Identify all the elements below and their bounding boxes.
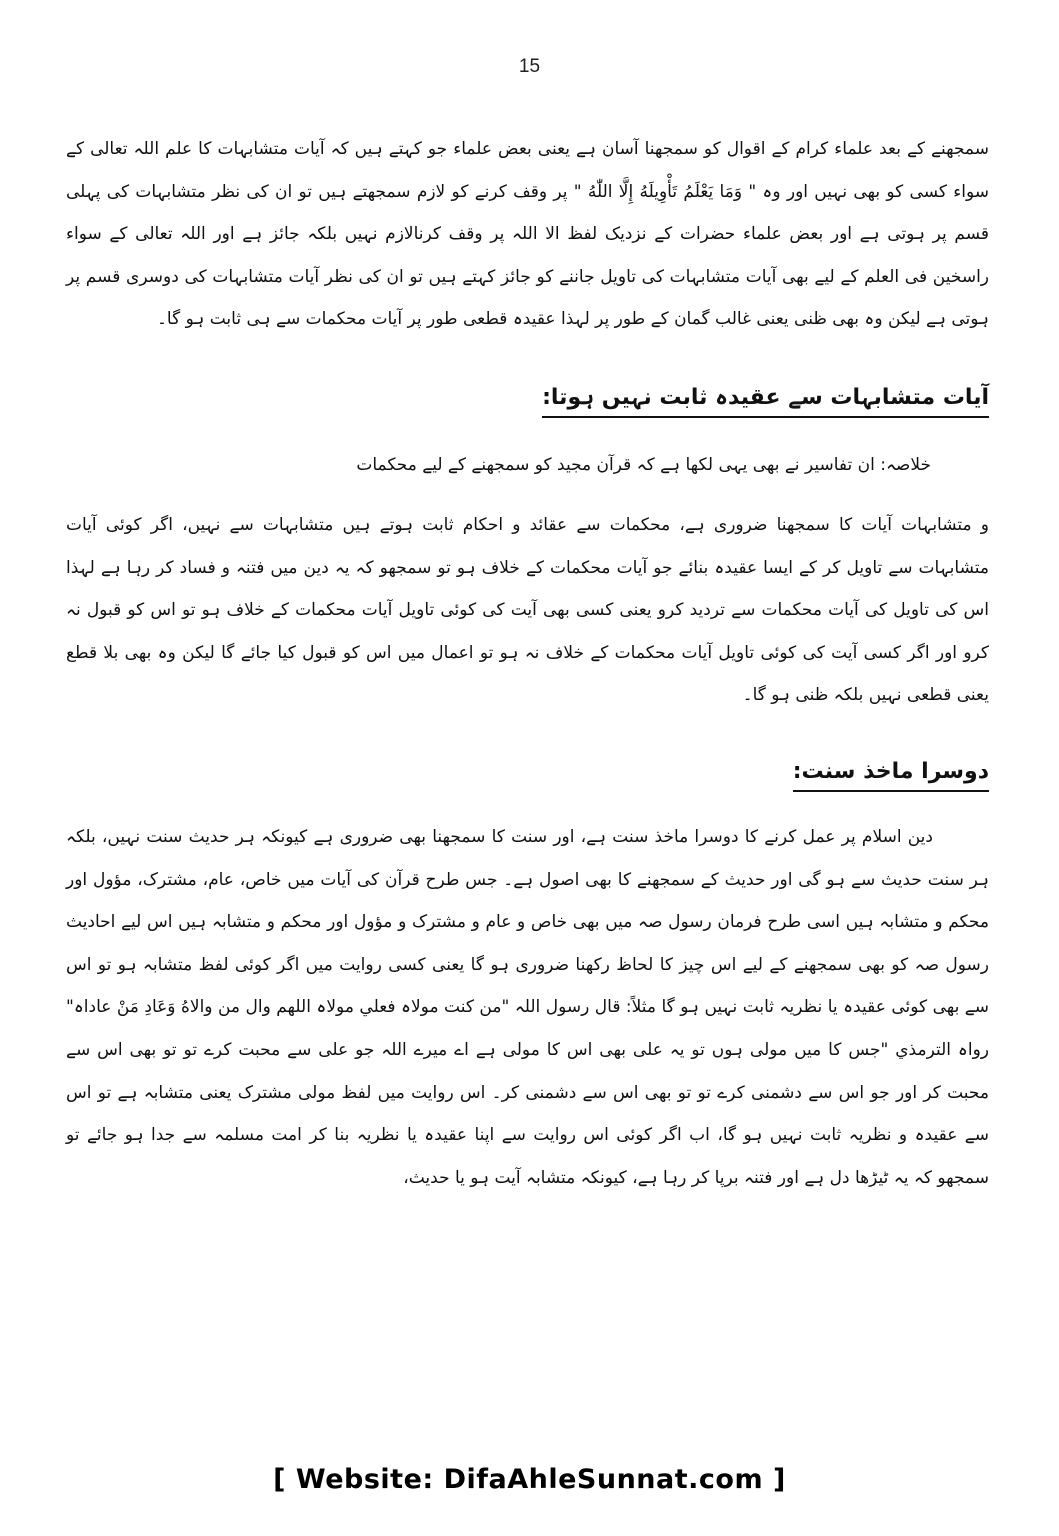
paragraph-intro: سمجھنے کے بعد علماء کرام کے اقوال کو سمجھنا آسان ہے یعنی بعض علماء جو کہتے ہیں کہ آیات متشابہات کا علم اللہ تعالی کے سواء کسی کو بھی نہیں اور وہ " وَمَا يَعْلَمُ تَأْوِيلَهُ إِلَّا اللّٰهُ " پر وقف کرنے کو لازم سمجھتے ہیں تو ان کی نظر متشابہات کی پہلی قسم پر ہوتی ہے اور بعض علماء حضرات کے نزدیک لفظ الا اللہ پر وقف کرنالازم نہیں بلکہ جائز ہے اور اللہ تعالی کے سواء راسخین فی العلم کے لیے بھی آیات متشابہات کی تاویل جاننے کو جائز کہتے ہیں تو ان کی نظر آیات متشابہات کی دوسری قسم پر ہوتی ہے لیکن وہ بھی ظنی یعنی غالب گمان کے طور پر لہذا عقیدہ قطعی طور پر آیات محکمات سے ہی ثابت ہو گا۔ <box>66 139 989 330</box>
section-heading-sunnat: دوسرا ماخذ سنت: <box>793 757 989 792</box>
page-number: 15 <box>518 56 541 77</box>
heading-wrap-sunnat <box>66 757 989 792</box>
heading-wrap-ayat <box>66 383 989 418</box>
website-footer: [ Website: DifaAhleSunnat.com ] <box>273 1464 786 1495</box>
paragraph-sunnat: دین اسلام پر عمل کرنے کا دوسرا ماخذ سنت ہے، اور سنت کا سمجھنا بھی ضروری ہے کیونکہ ہر حدیث سنت نہیں، بلکہ ہر سنت حدیث سے ہو گی اور حدیث کے سمجھنے کا بھی اصول ہے۔ جس طرح قرآن کی آیات میں خاص، عام، مشترک، مؤول اور محکم و متشابہ ہیں اسی طرح فرمان رسول صہ میں بھی خاص و عام و مشترک و مؤول اور محکم و متشابہ ہیں اس لیے احادیث رسول صہ کو بھی سمجھنے کے لیے اس چیز کا لحاظ رکھنا ضروری ہو گا یعنی کسی روایت میں اگر کوئی لفظ متشابہ ہو تو اس سے بھی کوئی عقیدہ یا نظریہ ثابت نہیں ہو گا مثلاً: قال رسول اللہ "من کنت مولاہ فعلي مولاہ اللھم وال من والاهُ وَعَادِ مَنْ عاداہ" رواہ الترمذي "جس کا میں مولی ہوں تو یہ علی بھی اس کا مولی ہے اے میرے اللہ جو علی سے محبت کرے تو تو بھی اس سے محبت کر اور جو اس سے دشمنی کرے تو تو بھی اس سے دشمنی کر۔ اس روایت میں لفظ مولی مشترک یعنی متشابہ ہے تو اس سے عقیدہ و نظریہ ثابت نہیں ہو گا، اب اگر کوئی اس روایت سے اپنا عقیدہ یا نظریہ بنا کر امت مسلمہ سے جدا ہو جائے تو سمجھو کہ یہ ٹیڑھا دل ہے اور فتنہ برپا کر رہا ہے، کیونکہ متشابہ آیت ہو یا حدیث، <box>66 826 989 1188</box>
paragraph-muhkamat: و متشابہات آیات کا سمجھنا ضروری ہے، محکمات سے عقائد و احکام ثابت ہوتے ہیں متشابہات سے نہیں، اگر کوئی آیات متشابہات سے تاویل کر کے ایسا عقیدہ بنائے جو آیات محکمات کے خلاف ہو تو سمجھو کہ یہ دین میں فتنہ و فساد کر رہا ہے لہذا اس کی تاویل کی آیات محکمات سے تردید کرو یعنی کسی بھی آیت کی کوئی تاویل آیات محکمات کے خلاف ہو تو اس کو قبول نہ کرو اور اگر کسی آیت کی کوئی تاویل آیات محکمات کے خلاف نہ ہو تو اعمال میں اس کو قبول کیا جائے گا لیکن وہ بھی بلا قطع یعنی قطعی نہیں بلکہ ظنی ہو گا۔ <box>66 514 989 706</box>
section-heading-ayat-mutashabihat: آیات متشابہات سے عقیدہ ثابت نہیں ہوتا: <box>542 383 989 418</box>
page-content <box>66 128 989 1199</box>
summary-line: خلاصہ: ان تفاسیر نے بھی یہی لکھا ہے کہ قرآن مجید کو سمجھنے کے لیے محکمات <box>356 454 931 475</box>
